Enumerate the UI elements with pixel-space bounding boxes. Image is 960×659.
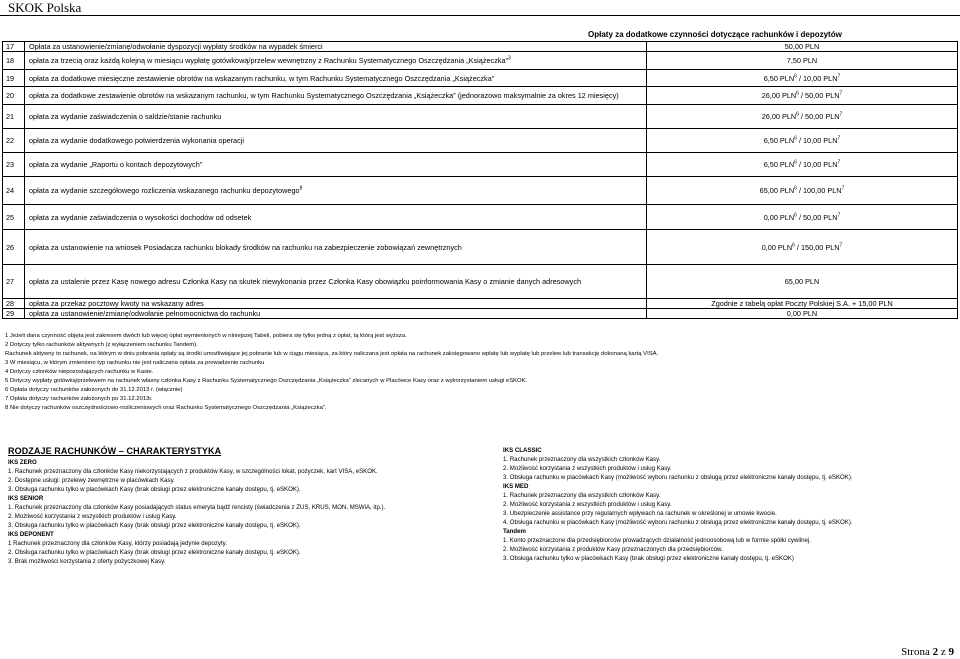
account-type-feature: 2. Możliwość korzystania z wszystkich produktów i usług Kasy.: [503, 501, 672, 508]
account-types-left-column: [8, 458, 478, 566]
fee-amount: 6,50 PLN: [763, 160, 795, 169]
fee-amount: 50,00 PLN: [784, 42, 820, 51]
account-type-feature: 2. Obsługa rachunku tylko w placówkach Kasy (brak obsługi przez elektroniczne kanały dostępu, tj. eSKOK).: [8, 549, 301, 556]
page-number: [901, 646, 954, 658]
fee-row: [3, 205, 958, 230]
account-type-feature: 2. Możliwość korzystania z wszystkich produktów i usług Kasy.: [503, 465, 672, 472]
account-type-feature: 2. Możliwość korzystania z wszystkich produktów i usług Kasy.: [8, 513, 177, 520]
fee-row: [3, 70, 958, 87]
fee-amount: 0,00 PLN: [761, 242, 793, 252]
fee-row-value: [647, 265, 958, 299]
fee-row: [3, 87, 958, 105]
fee-description-text: opłata za ustanowienie na wniosek Posiadacza rachunku blokady środków na rachunku na zabezpieczenie zobowiązań zewnętrznych: [29, 242, 462, 252]
fee-row-value: [647, 87, 958, 105]
account-type-feature: 2. Możliwość korzystania z produktów Kasy przeznaczonych dla przedsiębiorców.: [503, 546, 723, 553]
account-type-feature: 3. Ubezpieczenie assistance przy regularnych wpływach na rachunek w określonej w umowie kwocie.: [503, 510, 777, 517]
fee-row-number: 19: [3, 70, 25, 87]
fee-row-description: [25, 129, 647, 153]
account-type-feature: 3. Obsługa rachunku w placówkach Kasy (możliwość wyboru rachunku z obsługą przez elektroniczne kanały dostępu, tj. eSKOK).: [503, 474, 853, 481]
footnote-ref: 7: [837, 73, 841, 80]
fee-amount-alt: / 150,00 PLN: [794, 242, 840, 252]
fee-row-value: [647, 70, 958, 87]
fee-row: [3, 177, 958, 205]
fee-row-description: [25, 105, 647, 129]
fee-row-description: [25, 265, 647, 299]
footnote-ref: 6: [796, 111, 799, 118]
account-type-heading: Tandem: [503, 528, 526, 535]
fee-table: [2, 41, 958, 319]
fee-row-description: [25, 309, 647, 319]
fee-row: [3, 42, 958, 52]
fee-description-text: opłata za trzecią oraz każdą kolejną w miesiącu wypłatę gotówkową/przelew wewnętrzny z Rachunku Systematycznego Oszczędzania „Książeczka”: [29, 56, 508, 65]
fee-row-number: 26: [3, 230, 25, 265]
fee-description-text: opłata za przekaz pocztowy kwoty na wskazany adres: [29, 299, 204, 308]
fee-row-number: 25: [3, 205, 25, 230]
account-types-title: RODZAJE RACHUNKÓW – CHARAKTERYSTYKA: [8, 446, 222, 456]
fee-row-description: [25, 299, 647, 309]
fee-description-text: opłata za ustanowienie/zmianę/odwołanie pełnomocnictwa do rachunku: [29, 309, 261, 318]
footnote-ref: 7: [839, 242, 843, 249]
footnote-ref: 7: [837, 135, 841, 142]
fee-amount-alt: / 10,00 PLN: [796, 160, 838, 169]
fee-row-number: 17: [3, 42, 25, 52]
fee-row-description: [25, 42, 647, 52]
fee-row: [3, 230, 958, 265]
account-type-feature: 4. Obsługa rachunku w placówkach Kasy (możliwość wyboru rachunku z obsługą przez elektroniczne kanały dostępu, tj. eSKOK).: [503, 519, 853, 526]
fee-row-description: [25, 177, 647, 205]
fee-amount: 0,00 PLN: [763, 212, 795, 222]
fee-amount: 7,50 PLN: [786, 56, 818, 65]
fee-description-text: opłata za wydanie szczegółowego rozliczenia wskazanego rachunku depozytowego: [29, 186, 300, 195]
brand-name: SKOK Polska: [8, 0, 82, 15]
footnote-ref: 7: [839, 111, 843, 118]
fee-row-description: [25, 230, 647, 265]
account-type-feature: 1 Rachunek przeznaczony dla członków Kasy, którzy posiadają jedynie depozyty.: [8, 540, 227, 547]
footnote-ref: 6: [794, 185, 797, 192]
account-type-feature: 1. Rachunek przeznaczony dla członków Kasy posiadających status emeryta bądź rencisty (świadczenia z ZUS, KRUS, MON, MSWiA, itp.).: [8, 504, 386, 511]
account-types-right-column: [503, 446, 955, 563]
fee-row-value: [647, 52, 958, 70]
fee-row-number: 22: [3, 129, 25, 153]
account-type-heading: IKS DEPONENT: [8, 531, 54, 538]
account-type-feature: 1. Rachunek przeznaczony dla wszystkich członków Kasy.: [503, 456, 661, 463]
footnote-line: 8 Nie dotyczy rachunków oszczędnościowo-rozliczeniowych oraz Rachunku Systematycznego Oszczędzania „Książeczka”.: [5, 405, 327, 411]
fee-row-number: 28: [3, 299, 25, 309]
fee-description-text: opłata za wydanie zaświadczenia o wysokości dochodów od odsetek: [29, 212, 252, 222]
page-label: Strona: [901, 646, 930, 658]
footnote-ref: 7: [841, 185, 845, 192]
fee-row: [3, 129, 958, 153]
account-type-heading: IKS SENIOR: [8, 495, 44, 502]
fee-row-number: 23: [3, 153, 25, 177]
footnote-ref: 6: [794, 73, 797, 80]
fee-row-value: [647, 230, 958, 265]
footnote-ref: 6: [794, 135, 797, 142]
fee-amount: 6,50 PLN: [763, 136, 795, 145]
fee-row-value: [647, 177, 958, 205]
fee-amount: 26,00 PLN: [761, 91, 797, 100]
fee-row: [3, 105, 958, 129]
account-type-feature: 1. Konto przeznaczone dla przedsiębiorców prowadzących działalność jednoosobową lub w formie spółki cywilnej.: [503, 537, 811, 544]
fee-row-value: [647, 129, 958, 153]
fee-amount-alt: / 100,00 PLN: [796, 186, 842, 195]
fee-row: [3, 299, 958, 309]
fee-row-description: [25, 52, 647, 70]
fee-row-value: [647, 105, 958, 129]
fee-row-value: [647, 42, 958, 52]
footnote-ref: 7: [839, 90, 843, 97]
fee-row-number: 27: [3, 265, 25, 299]
fee-row-number: 21: [3, 105, 25, 129]
fee-row: [3, 309, 958, 319]
account-type-feature: 3. Brak możliwości korzystania z oferty pożyczkowej Kasy.: [8, 558, 166, 565]
account-type-heading: IKS ZERO: [8, 459, 37, 466]
fee-row-number: 29: [3, 309, 25, 319]
fee-row-description: [25, 87, 647, 105]
fee-description-text: opłata za wydanie zaświadczenia o saldzie/stanie rachunku: [29, 112, 222, 121]
fee-description-text: Opłata za ustanowienie/zmianę/odwołanie dyspozycji wypłaty środków na wypadek śmierci: [29, 42, 323, 51]
fee-row-description: [25, 153, 647, 177]
fee-row-number: 18: [3, 52, 25, 70]
footnote-line: 1 Jeżeli dana czynność objęta jest zakresem dwóch lub więcej opłat wymienionych w niniejszej Tabeli, pobiera się tylko jedną z opłat, tą którą jest wyższa.: [5, 333, 407, 339]
fee-row-description: [25, 205, 647, 230]
account-type-feature: 2. Dostępne usługi: przelewy zewnętrzne w placówkach Kasy.: [8, 477, 175, 484]
fee-amount: Zgodnie z tabelą opłat Poczty Polskiej S.A. + 15,00 PLN: [711, 299, 893, 308]
fee-amount: 65,00 PLN: [759, 186, 795, 195]
footnote-ref: 6: [796, 90, 799, 97]
fee-amount-alt: / 10,00 PLN: [796, 136, 838, 145]
footnote-ref: 3: [507, 55, 511, 62]
fee-row-number: 24: [3, 177, 25, 205]
footnote-ref: 6: [794, 212, 797, 219]
footnote-line: 2 Dotyczy tylko rachunków aktywnych (z wyłączeniem rachunku Tandem).: [5, 342, 198, 348]
fee-amount-alt: / 50,00 PLN: [796, 212, 838, 222]
fee-row-value: [647, 309, 958, 319]
footnotes: [5, 332, 955, 413]
fee-row: [3, 52, 958, 70]
footnote-ref: 8: [299, 185, 303, 192]
fee-amount: 26,00 PLN: [761, 112, 797, 121]
fee-row-value: [647, 153, 958, 177]
fee-row-description: [25, 70, 647, 87]
footnote-line: Rachunek aktywny to rachunek, na którym w dniu pobrania opłaty są środki umożliwiające jej pobranie lub w ciągu miesiąca, za który naliczana jest opłata na rachunek zaksięgowano wpłatę lub wypłatę lub przelew lub transakcję dokonaną kartą VISA.: [5, 351, 659, 357]
fee-description-text: opłata za ustalenie przez Kasę nowego adresu Członka Kasy na skutek niewykonania przez Członka Kasy obowiązku poinformowania Kasy o zmianie danych adresowych: [29, 277, 582, 286]
account-type-feature: 1. Rachunek przeznaczony dla członków Kasy niekorzystających z produktów Kasy, w szczególności lokat, pożyczek, kart VISA, eSKOK.: [8, 468, 378, 475]
account-type-heading: IKS MED: [503, 483, 529, 490]
account-type-feature: 3. Obsługa rachunku tylko w placówkach Kasy (brak obsługi przez elektroniczne kanały dostępu, tj. eSKOK).: [8, 522, 301, 529]
footnote-ref: 7: [837, 212, 841, 219]
fee-amount: 6,50 PLN: [763, 73, 795, 83]
footnote-ref: 6: [792, 242, 795, 249]
fee-amount-alt: / 10,00 PLN: [796, 73, 838, 83]
footnote-line: 3 W miesiącu, w którym zmieniono typ rachunku nie jest naliczana opłata za prowadzenie rachunku: [5, 360, 265, 366]
page-current: 2: [932, 646, 939, 658]
fee-description-text: opłata za wydanie „Raportu o kontach depozytowych”: [29, 160, 203, 169]
fee-description-text: opłata za wydanie dodatkowego potwierdzenia wykonania operacji: [29, 136, 244, 145]
footnote-ref: 7: [837, 159, 841, 166]
fee-row: [3, 265, 958, 299]
fee-amount: 0,00 PLN: [786, 309, 818, 318]
fee-row-value: [647, 299, 958, 309]
fee-description-text: opłata za dodatkowe miesięczne zestawienie obrotów na wskazanym rachunku, w tym Rachunku Systematycznego Oszczędzania „Książeczka”: [29, 73, 495, 83]
fee-row-number: 20: [3, 87, 25, 105]
footnote-line: 7 Opłata dotyczy rachunków założonych po 31.12.2013r.: [5, 396, 153, 402]
page-sep: z: [940, 646, 946, 658]
fee-amount-alt: / 50,00 PLN: [798, 112, 840, 121]
account-type-feature: 3. Obsługa rachunku tylko w placówkach Kasy (brak obsługi przez elektroniczne kanały dostępu, tj. eSKOK): [503, 555, 794, 562]
footnote-ref: 6: [794, 159, 797, 166]
footnote-line: 5 Dotyczy wypłaty gotówką/przelewem na rachunek własny członka Kasy z Rachunku Systematycznego Oszczędzania „Książeczka” zlecanych w Placówce Kasy oraz z wykorzystaniem usługi eSKOK.: [5, 378, 528, 384]
account-type-feature: 1. Rachunek przeznaczony dla wszystkich członków Kasy.: [503, 492, 661, 499]
fee-table-heading: Opłaty za dodatkowe czynności dotyczące rachunków i depozytów: [588, 30, 842, 39]
fee-amount-alt: / 50,00 PLN: [798, 91, 840, 100]
header-divider: [0, 15, 960, 16]
fee-amount: 65,00 PLN: [784, 277, 820, 286]
fee-row-value: [647, 205, 958, 230]
page-total: 9: [948, 646, 954, 658]
account-type-feature: 3. Obsługa rachunku tylko w placówkach Kasy (brak obsługi przez elektroniczne kanały dostępu, tj. eSKOK).: [8, 486, 301, 493]
fee-row: [3, 153, 958, 177]
fee-description-text: opłata za dodatkowe zestawienie obrotów na wskazanym rachunku, w tym Rachunku Systematycznego Oszczędzania „Książeczka” (jednorazowo maksymalnie za okres 12 miesięcy): [29, 91, 619, 100]
footnote-line: 4 Dotyczy członków niepozostających rachunku w Kasie.: [5, 369, 154, 375]
footnote-line: 6 Opłata dotyczy rachunków założonych do 31.12.2013 r. (włącznie): [5, 387, 183, 393]
account-type-heading: IKS CLASSIC: [503, 447, 542, 454]
